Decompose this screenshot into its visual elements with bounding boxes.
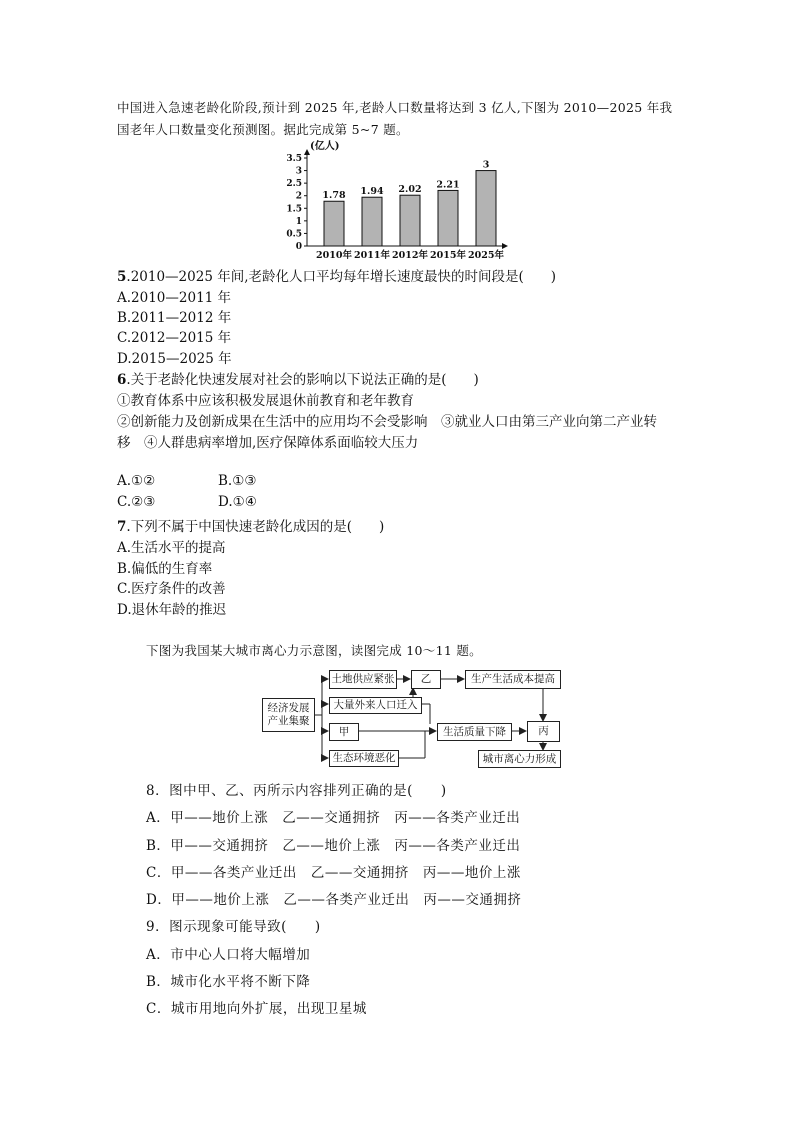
elderly-population-bar-chart [270,138,510,263]
question-6-statement-4: 移 ④人群患病率增加,医疗保障体系面临较大压力 [117,435,419,451]
question-9-option-b: B．城市化水平将不断下降 [146,974,311,990]
question-6-number: 6 [117,372,127,388]
question-7-option-a: A.生活水平的提高 [117,540,226,556]
y-tick-label: 2 [295,191,302,202]
intro-line-2: 国老年人口数量变化预测图。据此完成第 5~7 题。 [117,122,409,137]
question-5-option-a: A.2010—2011 年 [117,290,232,306]
question-8-option-d: D．甲——地价上涨 乙——各类产业迁出 丙——交通拥挤 [146,892,522,908]
x-tick-label: 2010年 [316,250,352,261]
question-6-statement-1: ①教育体系中应该积极发展退休前教育和老年教育 [117,393,414,409]
question-8-stem: 8．图中甲、乙、丙所示内容排列正确的是( ) [146,783,447,799]
y-tick-label: 1 [295,216,302,227]
question-5-stem [117,265,556,285]
environment-box: 生态环境恶化 [329,750,399,767]
y-tick-label: 3.5 [286,154,302,164]
economic-development-box [262,698,315,732]
x-tick-label: 2012年 [392,250,428,261]
bar-value-label: 1.94 [360,186,384,198]
bar [324,201,344,246]
question-5-option-d: D.2015—2025 年 [117,351,232,367]
question-5-text: .2010—2025 年间,老龄化人口平均每年增长速度最快的时间段是( ) [126,269,557,285]
question-7-option-c: C.医疗条件的改善 [117,581,226,597]
land-supply-box: 土地供应紧张 [329,670,397,689]
y-tick-label: 3 [295,166,302,177]
yi-box: 乙 [411,670,441,689]
bar [400,195,420,246]
quality-decline-box: 生活质量下降 [437,723,512,741]
bar-value-label: 3 [482,159,490,171]
economic-development-label: 经济发展 [267,702,310,714]
jia-box: 甲 [329,723,359,741]
question-7-option-d: D.退休年龄的推迟 [117,602,227,618]
question-9-stem: 9．图示现象可能导致( ) [146,919,321,935]
x-tick-label: 2015年 [430,250,466,261]
bar-value-label: 1.78 [322,190,346,202]
x-tick-label: 2025年 [468,250,504,261]
question-8-option-c: C．甲——各类产业迁出 乙——交通拥挤 丙——地价上涨 [146,865,521,881]
question-5-option-c: C.2012—2015 年 [117,330,232,346]
question-7-text: .下列不属于中国快速老龄化成因的是( ) [126,519,385,535]
question-7-stem [117,515,384,535]
x-axis-arrow [502,243,508,249]
x-tick-label: 2011年 [354,250,390,261]
question-6-option-d: D.①④ [218,494,257,510]
question-5-number: 5 [117,269,127,285]
bar [476,171,496,246]
migrants-box: 大量外来人口迁入 [329,697,422,714]
question-8-option-a: A．甲——地价上涨 乙——交通拥挤 丙——各类产业迁出 [146,810,521,826]
question-7-option-b: B.偏低的生育率 [117,561,213,577]
question-6-option-a: A.①② [117,473,156,489]
question-6-option-c: C.②③ [117,494,156,510]
question-6-text: .关于老龄化快速发展对社会的影响以下说法正确的是( ) [126,372,479,388]
bar-value-label: 2.21 [436,179,460,191]
question-8-option-b: B．甲——交通拥挤 乙——地价上涨 丙——各类产业迁出 [146,838,521,854]
cost-increase-box: 生产生活成本提高 [465,670,561,689]
centrifugal-force-box: 城市离心力形成 [478,750,561,768]
bar [438,190,458,246]
question-5-option-b: B.2011—2012 年 [117,310,232,326]
y-tick-label: 0 [295,242,302,252]
industrial-agglomeration-label: 产业集聚 [267,715,310,727]
bar-value-label: 2.02 [398,184,422,196]
y-axis-label: (亿人) [310,141,340,152]
question-6-statement-2-3: ②创新能力及创新成果在生活中的应用均不会受影响 ③就业人口由第三产业向第二产业转 [117,414,657,430]
question-9-option-a: A．市中心人口将大幅增加 [146,947,311,963]
question-6-option-b: B.①③ [218,473,257,489]
question-7-number: 7 [117,519,127,535]
y-tick-label: 1.5 [286,204,302,215]
bing-box: 丙 [527,721,560,742]
intro-2: 下图为我国某大城市离心力示意图，读图完成 10～11 题。 [146,643,482,658]
y-tick-label: 0.5 [286,229,302,240]
intro-line-1: 中国进入急速老龄化阶段,预计到 2025 年,老龄人口数量将达到 3 亿人,下图为 2010—2025 年我 [117,100,673,115]
bar [362,197,382,246]
question-9-option-c: C．城市用地向外扩展，出现卫星城 [146,1001,367,1017]
y-tick-label: 2.5 [286,179,302,190]
question-6-stem [117,368,479,388]
